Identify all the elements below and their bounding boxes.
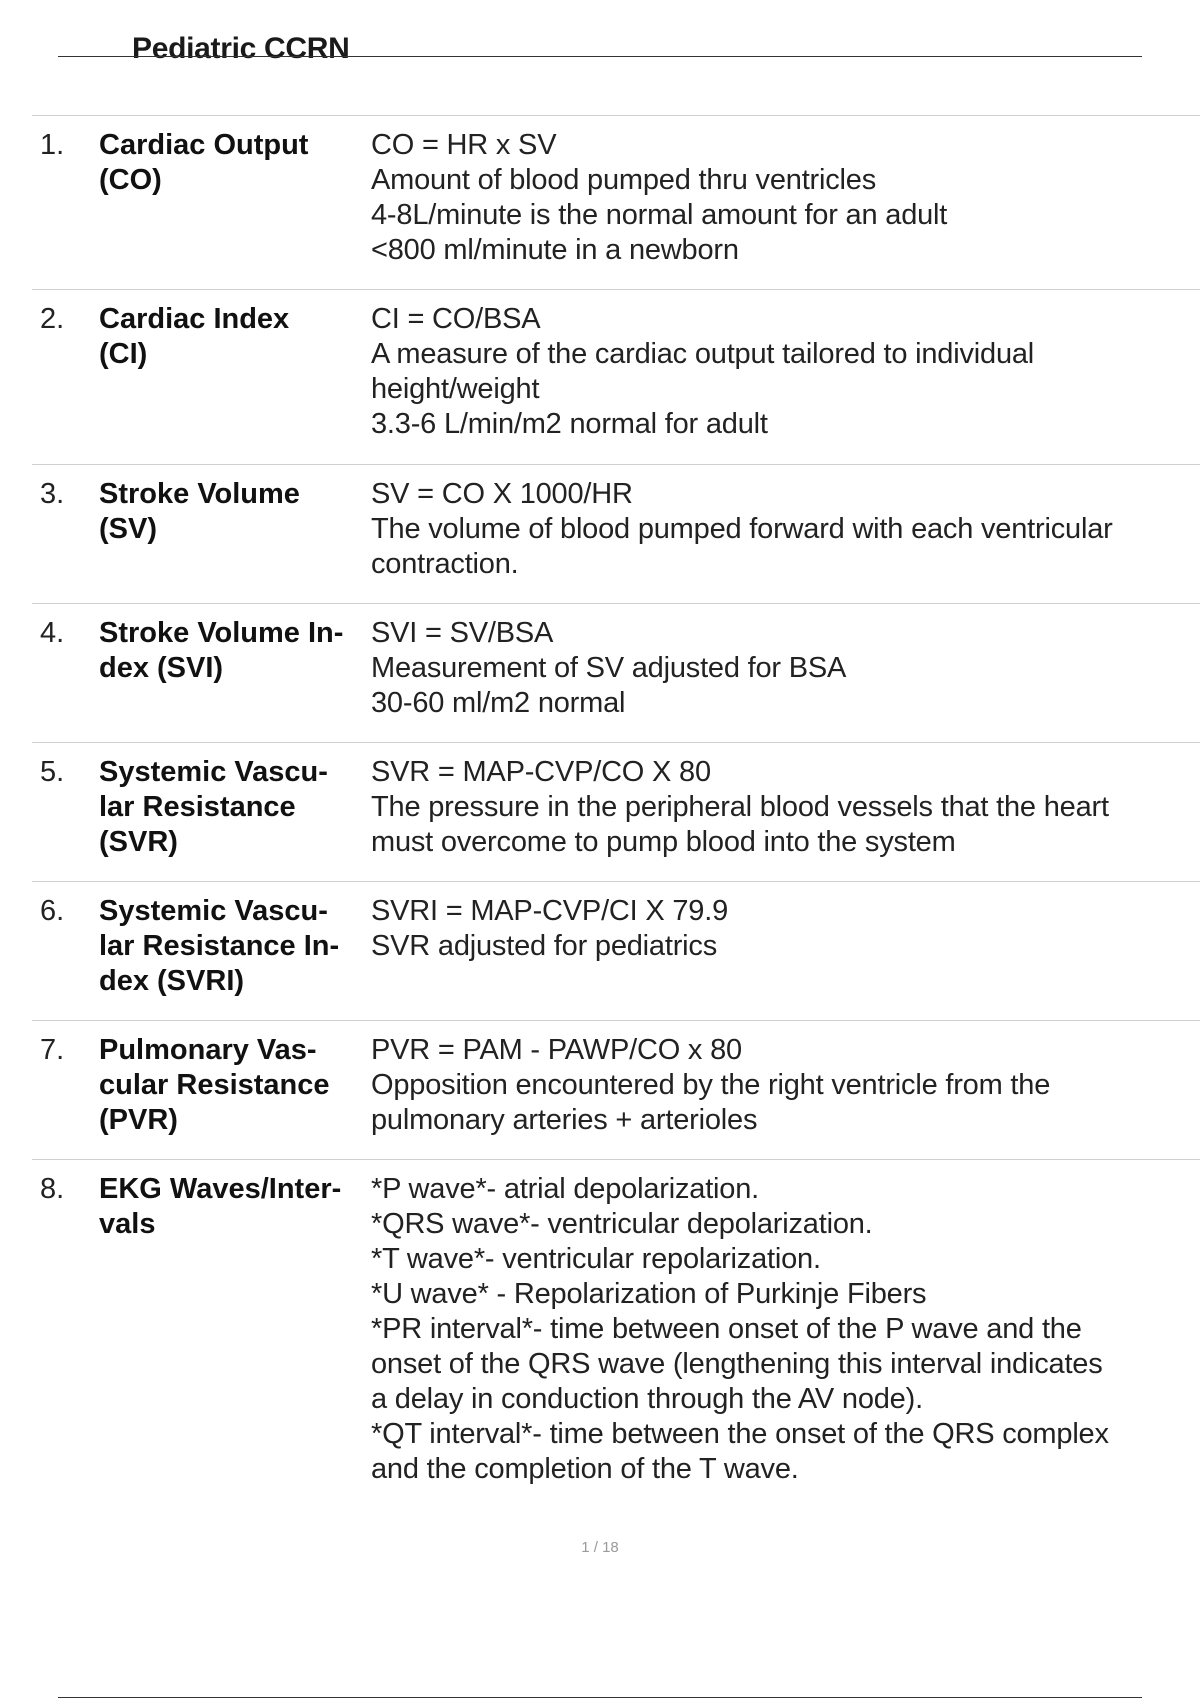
card-number: 6.	[40, 895, 65, 927]
card-definition: CO = HR x SV Amount of blood pumped thru ventricles 4-8L/minute is the normal amount for an adult <800 ml/minute in a newborn	[371, 129, 948, 266]
card-number: 8.	[40, 1173, 65, 1205]
card-definition: PVR = PAM - PAWP/CO x 80 Opposition encountered by the right ventricle from the pulmonary arteries + arterioles	[371, 1034, 1051, 1136]
card-definition: SVI = SV/BSA Measurement of SV adjusted for BSA 30-60 ml/m2 normal	[371, 617, 847, 719]
card-definition: CI = CO/BSA A measure of the cardiac output tailored to individual height/weight 3.3-6 L/min/m2 normal for adult	[371, 303, 1035, 440]
card-term: Stroke Volume In- dex (SVI)	[99, 617, 344, 684]
card-number: 7.	[40, 1034, 65, 1066]
card-term: EKG Waves/Inter- vals	[99, 1173, 342, 1240]
card-number: 4.	[40, 617, 65, 649]
page-title: Pediatric CCRN	[132, 32, 350, 65]
flashcard	[32, 1159, 1200, 1499]
card-term: Systemic Vascu- lar Resistance (SVR)	[99, 756, 328, 858]
card-definition: SVR = MAP-CVP/CO X 80 The pressure in the peripheral blood vessels that the heart must overcome to pump blood into the system	[371, 756, 1109, 858]
flashcard-list	[32, 115, 1200, 1499]
flashcard	[32, 464, 1200, 603]
card-term: Cardiac Index (CI)	[99, 303, 290, 370]
page-indicator: 1 / 18	[581, 1539, 619, 1556]
footer-rule	[58, 1697, 1142, 1698]
card-number: 2.	[40, 303, 65, 335]
card-term: Stroke Volume (SV)	[99, 478, 300, 545]
card-definition: SVRI = MAP-CVP/CI X 79.9 SVR adjusted for pediatrics	[371, 895, 729, 962]
flashcard	[32, 881, 1200, 1020]
flashcard	[32, 742, 1200, 881]
flashcard	[32, 1020, 1200, 1159]
card-term: Cardiac Output (CO)	[99, 129, 309, 196]
card-number: 5.	[40, 756, 65, 788]
card-definition: *P wave*- atrial depolarization. *QRS wave*- ventricular depolarization. *T wave*- ventricular repolarization. *U wave* - Repolarization of Purkinje Fibers *PR interval*- time between onset of the P wave and the onset of the QRS wave (lengthening this interval indicates a delay in conduction through the AV node). *QT interval*- time between the onset of the QRS complex and the completion of the T wave.	[371, 1173, 1109, 1485]
flashcard	[32, 289, 1200, 464]
card-term: Pulmonary Vas- cular Resistance (PVR)	[99, 1034, 330, 1136]
flashcard	[32, 115, 1200, 289]
card-number: 3.	[40, 478, 65, 510]
card-definition: SV = CO X 1000/HR The volume of blood pumped forward with each ventricular contraction.	[371, 478, 1113, 580]
flashcard	[32, 603, 1200, 742]
card-number: 1.	[40, 129, 65, 161]
header-rule	[58, 56, 1142, 57]
card-term: Systemic Vascu- lar Resistance In- dex (SVRI)	[99, 895, 340, 997]
